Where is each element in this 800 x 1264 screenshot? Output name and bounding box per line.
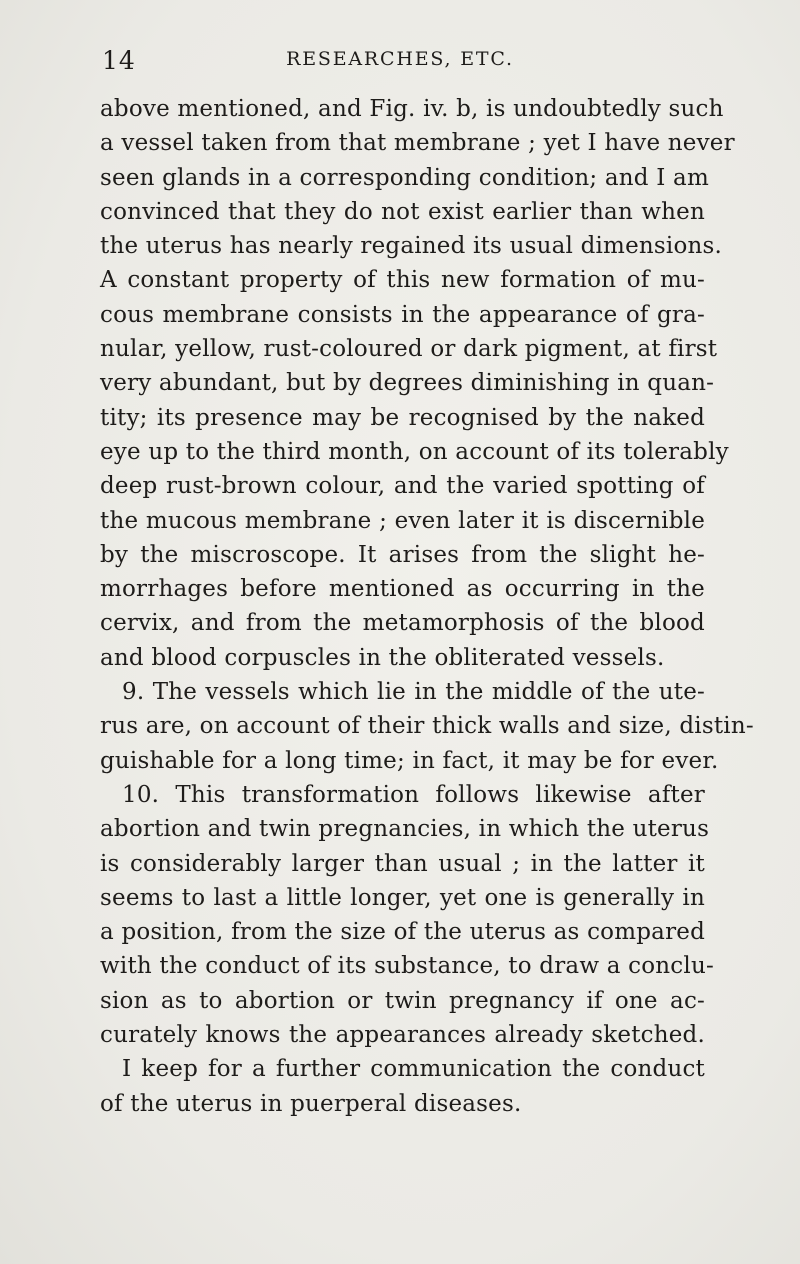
text-line: by the miscroscope. It arises from the slight he- <box>100 541 705 568</box>
text-line: morrhages before mentioned as occurring in the <box>100 576 705 603</box>
text-line: nular, yellow, rust-coloured or dark pigment, at first <box>100 336 718 363</box>
page-number: 14 <box>102 46 136 75</box>
text-line: the mucous membrane ; even later it is discernible <box>100 507 705 534</box>
text-line: of the uterus in puerperal diseases. <box>100 1090 522 1117</box>
text-line: 10. This transformation follows likewise after <box>122 781 705 808</box>
text-line: very abundant, but by degrees diminishing in quan- <box>100 370 715 397</box>
page-header <box>96 46 704 80</box>
text-line: a vessel taken from that membrane ; yet I have never <box>100 130 735 157</box>
text-line: rus are, on account of their thick walls and size, distin- <box>100 713 754 740</box>
text-line: above mentioned, and Fig. iv. b, is undoubtedly such <box>100 96 724 122</box>
text-line: deep rust-brown colour, and the varied spotting of <box>100 473 705 500</box>
text-line: A constant property of this new formation of mu- <box>100 267 705 294</box>
text-line: and blood corpuscles in the obliterated vessels. <box>100 644 665 671</box>
text-line: curately knows the appearances already sketched. <box>100 1022 705 1049</box>
text-line: cous membrane consists in the appearance of gra- <box>100 301 705 328</box>
text-line: cervix, and from the metamorphosis of the blood <box>100 610 705 637</box>
text-line: seems to last a little longer, yet one is generally in <box>100 884 705 911</box>
text-line: abortion and twin pregnancies, in which the uterus <box>100 816 710 843</box>
text-line: eye up to the third month, on account of its tolerably <box>100 438 729 465</box>
text-line: tity; its presence may be recognised by the naked <box>100 404 705 431</box>
text-line: guishable for a long time; in fact, it may be for ever. <box>100 747 719 774</box>
text-line: a position, from the size of the uterus as compared <box>100 919 705 946</box>
text-line: seen glands in a corresponding condition; and I am <box>100 164 709 191</box>
text-line: is considerably larger than usual ; in the latter it <box>100 850 705 877</box>
text-line: I keep for a further communication the conduct <box>122 1056 705 1083</box>
text-line: 9. The vessels which lie in the middle of the ute- <box>122 679 705 706</box>
text-line: the uterus has nearly regained its usual dimensions. <box>100 233 723 260</box>
text-line: with the conduct of its substance, to draw a conclu- <box>100 953 714 980</box>
text-line: convinced that they do not exist earlier than when <box>100 198 705 225</box>
text-line: sion as to abortion or twin pregnancy if one ac- <box>100 987 705 1014</box>
body-text <box>100 92 754 1121</box>
running-head: RESEARCHES, ETC. <box>286 48 514 70</box>
